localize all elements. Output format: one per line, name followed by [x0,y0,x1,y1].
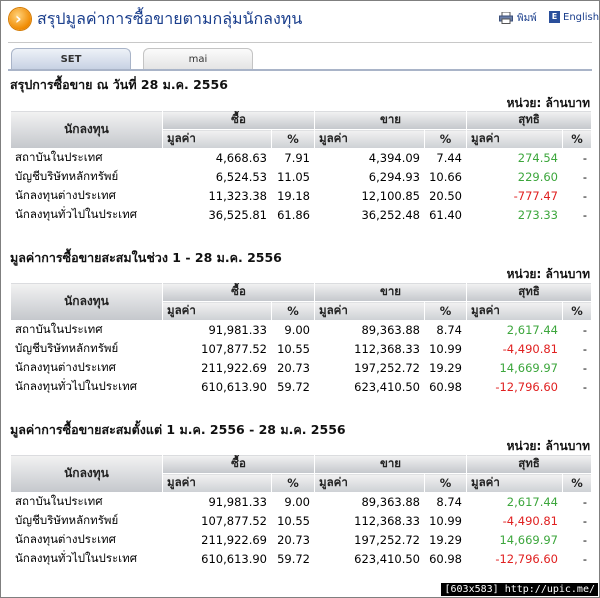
sell-value: 12,100.85 [315,187,425,206]
watermark-label: [603x583] http://upic.me/ [441,583,598,596]
sell-percent: 10.99 [425,512,467,531]
sell-percent: 8.74 [425,321,467,340]
net-percent: - [563,493,592,512]
net-column-header: สุทธิ [467,111,592,130]
buy-percent-header: % [272,130,315,149]
investor-name: บัญชีบริษัทหลักทรัพย์ [11,340,163,359]
investor-summary-table [10,110,592,225]
investor-column-header: นักลงทุน [11,111,163,149]
investor-name: บัญชีบริษัทหลักทรัพย์ [11,512,163,531]
buy-percent: 61.86 [272,206,315,225]
table-row [11,149,592,168]
sell-value-header: มูลค่า [315,130,425,149]
net-value: 2,617.44 [467,321,563,340]
buy-value-header: มูลค่า [163,474,272,493]
net-percent-header: % [563,302,592,321]
table-row [11,168,592,187]
buy-value: 211,922.69 [163,531,272,550]
net-column-header: สุทธิ [467,455,592,474]
net-value: 274.54 [467,149,563,168]
sell-value: 4,394.09 [315,149,425,168]
net-value-header: มูลค่า [467,302,563,321]
table-row [11,321,592,340]
buy-value: 107,877.52 [163,512,272,531]
sell-value: 89,363.88 [315,321,425,340]
sell-value: 89,363.88 [315,493,425,512]
buy-percent: 20.73 [272,531,315,550]
net-percent: - [563,321,592,340]
page-header [1,1,599,41]
investor-name: นักลงทุนต่างประเทศ [11,531,163,550]
net-percent: - [563,340,592,359]
section-title: สรุปการซื้อขาย ณ วันที่ 28 ม.ค. 2556 [10,77,228,92]
sell-value-header: มูลค่า [315,474,425,493]
investor-name: นักลงทุนต่างประเทศ [11,359,163,378]
sell-percent: 19.29 [425,359,467,378]
buy-percent: 59.72 [272,378,315,397]
net-value: -777.47 [467,187,563,206]
sell-percent: 60.98 [425,550,467,569]
unit-label: หน่วย: ล้านบาท [506,96,590,110]
buy-column-header: ซื้อ [163,283,315,302]
table-row [11,493,592,512]
net-column-header: สุทธิ [467,283,592,302]
net-value-header: มูลค่า [467,474,563,493]
net-value: -12,796.60 [467,378,563,397]
investor-name: นักลงทุนทั่วไปในประเทศ [11,206,163,225]
net-value: 229.60 [467,168,563,187]
sell-column-header: ขาย [315,455,467,474]
sell-column-header: ขาย [315,111,467,130]
net-percent: - [563,168,592,187]
buy-column-header: ซื้อ [163,455,315,474]
investor-name: สถาบันในประเทศ [11,149,163,168]
investor-column-header: นักลงทุน [11,455,163,493]
sell-value: 6,294.93 [315,168,425,187]
sell-percent: 61.40 [425,206,467,225]
net-percent-header: % [563,474,592,493]
net-percent: - [563,531,592,550]
net-value: 14,669.97 [467,531,563,550]
print-label: พิมพ์ [517,13,537,24]
sell-percent: 19.29 [425,531,467,550]
net-value: -4,490.81 [467,340,563,359]
net-percent: - [563,378,592,397]
sell-percent: 10.99 [425,340,467,359]
investor-column-header: นักลงทุน [11,283,163,321]
investor-name: นักลงทุนทั่วไปในประเทศ [11,550,163,569]
net-value-header: มูลค่า [467,130,563,149]
section-title: มูลค่าการซื้อขายสะสมในช่วง 1 - 28 ม.ค. 2556 [10,250,282,265]
net-value: 273.33 [467,206,563,225]
net-percent: - [563,512,592,531]
investor-name: บัญชีบริษัทหลักทรัพย์ [11,168,163,187]
buy-percent: 9.00 [272,321,315,340]
investor-summary-table [10,454,592,569]
sell-value: 112,368.33 [315,340,425,359]
buy-percent: 11.05 [272,168,315,187]
buy-percent: 9.00 [272,493,315,512]
net-percent: - [563,550,592,569]
net-percent: - [563,149,592,168]
tab-set[interactable]: SET [11,48,131,70]
page-title: สรุปมูลค่าการซื้อขายตามกลุ่มนักลงทุน [37,9,303,28]
buy-percent-header: % [272,302,315,321]
table-row [11,359,592,378]
buy-value: 107,877.52 [163,340,272,359]
net-value: -4,490.81 [467,512,563,531]
net-value: 14,669.97 [467,359,563,378]
buy-value: 91,981.33 [163,321,272,340]
tab-bar-underline [8,69,592,71]
table-row [11,550,592,569]
unit-label: หน่วย: ล้านบาท [506,439,590,453]
buy-percent: 10.55 [272,340,315,359]
buy-value: 610,613.90 [163,378,272,397]
buy-value: 6,524.53 [163,168,272,187]
buy-value: 4,668.63 [163,149,272,168]
section-title: มูลค่าการซื้อขายสะสมตั้งแต่ 1 ม.ค. 2556 - 28 ม.ค. 2556 [10,422,346,437]
buy-value: 11,323.38 [163,187,272,206]
sell-percent: 8.74 [425,493,467,512]
sell-percent: 10.66 [425,168,467,187]
buy-value-header: มูลค่า [163,130,272,149]
sell-percent-header: % [425,130,467,149]
sell-percent: 20.50 [425,187,467,206]
unit-label: หน่วย: ล้านบาท [506,267,590,281]
buy-percent: 19.18 [272,187,315,206]
english-label: English [563,12,600,23]
table-row [11,512,592,531]
buy-percent: 10.55 [272,512,315,531]
net-percent: - [563,359,592,378]
buy-value: 36,525.81 [163,206,272,225]
sell-percent-header: % [425,302,467,321]
chevron-right-icon: › [9,8,31,30]
sell-value: 623,410.50 [315,378,425,397]
sell-percent-header: % [425,474,467,493]
sell-value: 197,252.72 [315,531,425,550]
net-value: -12,796.60 [467,550,563,569]
print-button[interactable] [499,11,537,26]
investor-summary-table [10,282,592,397]
table-row [11,340,592,359]
buy-percent: 59.72 [272,550,315,569]
sell-value: 112,368.33 [315,512,425,531]
net-value: 2,617.44 [467,493,563,512]
table-row [11,206,592,225]
sell-value: 36,252.48 [315,206,425,225]
buy-percent: 20.73 [272,359,315,378]
investor-name: นักลงทุนต่างประเทศ [11,187,163,206]
buy-value: 610,613.90 [163,550,272,569]
buy-value-header: มูลค่า [163,302,272,321]
table-row [11,531,592,550]
header-divider [8,42,592,43]
sell-value-header: มูลค่า [315,302,425,321]
net-percent-header: % [563,130,592,149]
tab-mai[interactable]: mai [143,48,253,70]
sell-value: 623,410.50 [315,550,425,569]
english-language-button[interactable] [549,11,599,23]
table-row [11,187,592,206]
sell-column-header: ขาย [315,283,467,302]
investor-name: สถาบันในประเทศ [11,493,163,512]
sell-percent: 60.98 [425,378,467,397]
buy-value: 91,981.33 [163,493,272,512]
investor-name: นักลงทุนทั่วไปในประเทศ [11,378,163,397]
net-percent: - [563,206,592,225]
net-percent: - [563,187,592,206]
buy-percent: 7.91 [272,149,315,168]
table-row [11,378,592,397]
english-flag-icon: E [549,11,560,23]
buy-percent-header: % [272,474,315,493]
buy-column-header: ซื้อ [163,111,315,130]
sell-percent: 7.44 [425,149,467,168]
buy-value: 211,922.69 [163,359,272,378]
sell-value: 197,252.72 [315,359,425,378]
printer-icon [499,12,513,24]
investor-name: สถาบันในประเทศ [11,321,163,340]
